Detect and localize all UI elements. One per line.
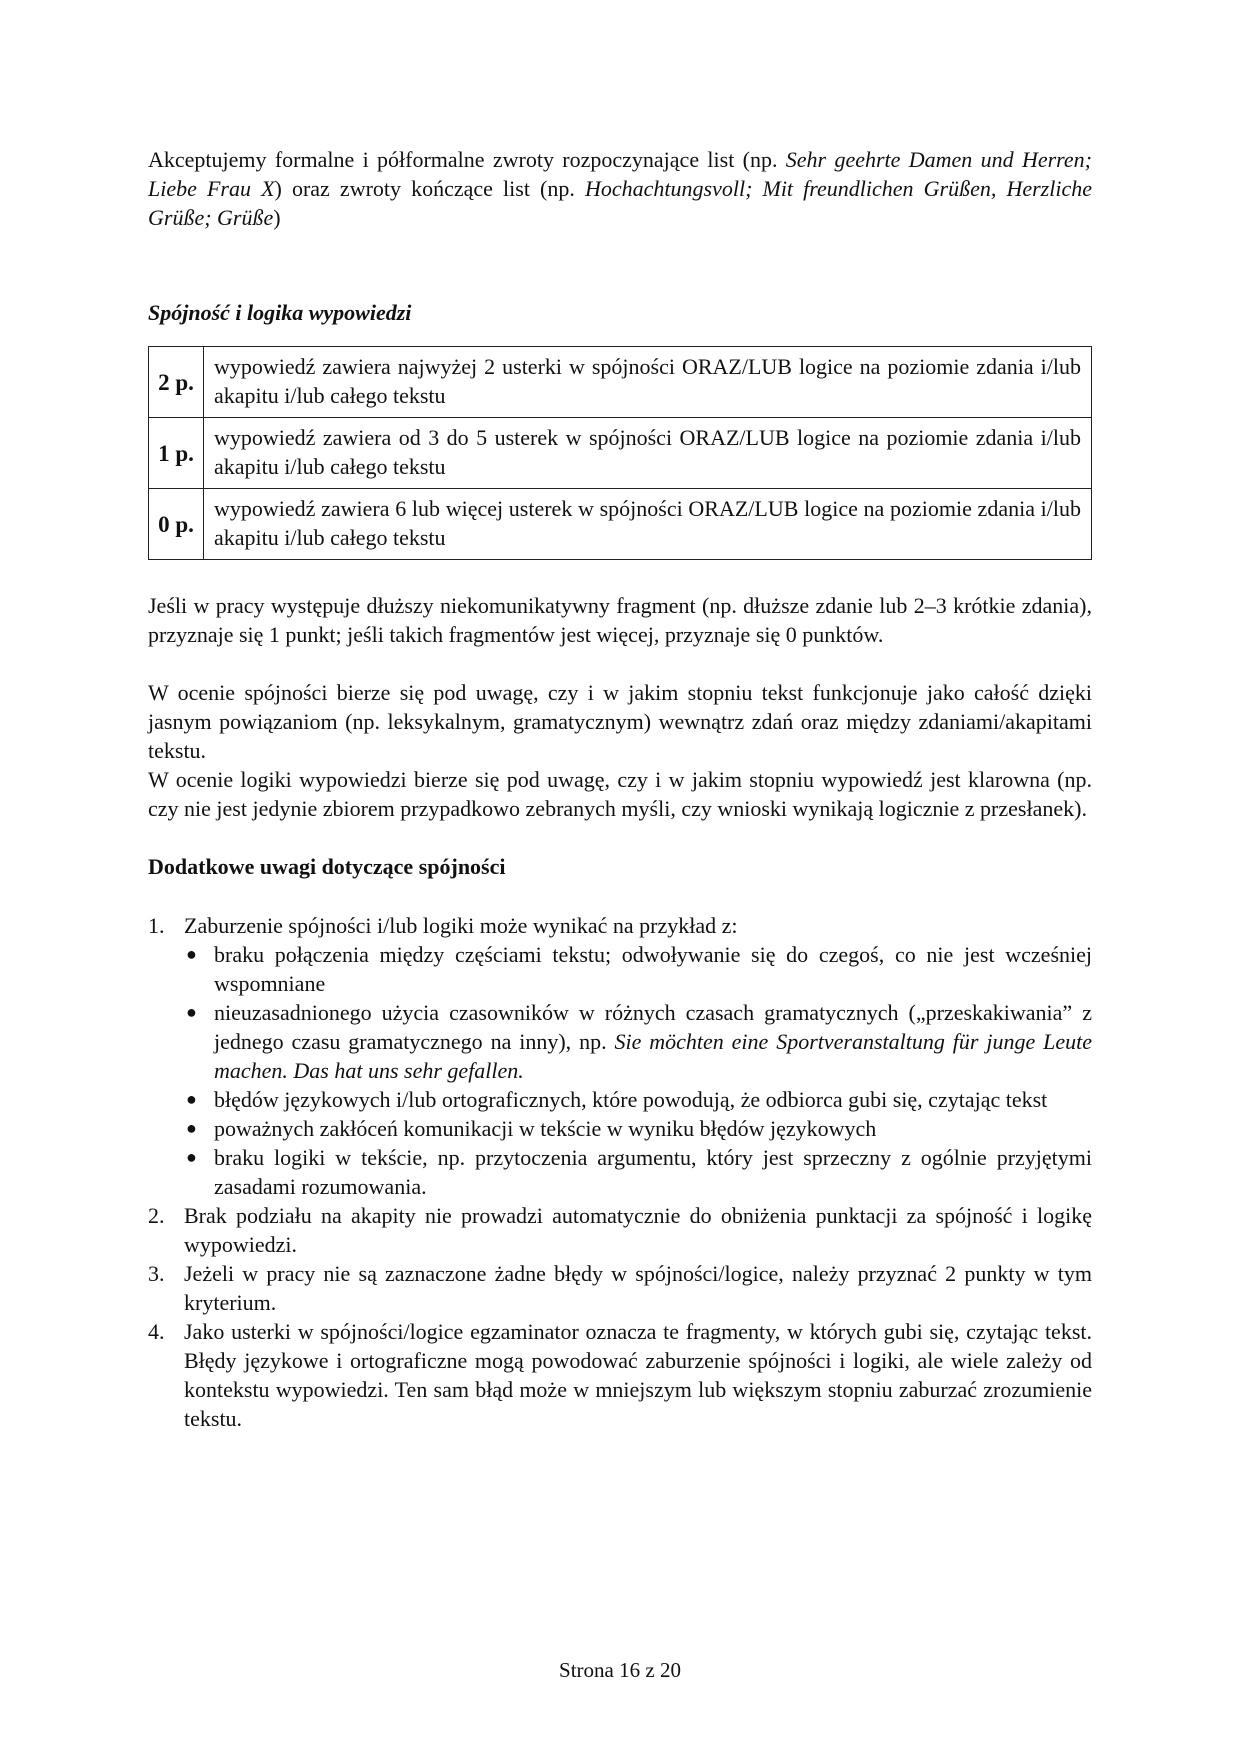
intro-text-3: )	[273, 205, 281, 230]
list-item-text: Zaburzenie spójności i/lub logiki może wynikać na przykład z:	[184, 913, 738, 938]
bullet-item	[184, 1143, 1092, 1201]
notes-title: Dodatkowe uwagi dotyczące spójności	[148, 854, 506, 879]
bullet-item	[184, 940, 1092, 998]
table-row	[149, 347, 1092, 418]
bullet-text: błędów językowych i/lub ortograficznych, które powodują, że odbiorca gubi się, czytając tekst	[214, 1087, 1048, 1112]
list-item	[148, 1317, 1092, 1433]
bullet-text: braku logiki w tekście, np. przytoczenia argumentu, który jest sprzeczny z ogólnie przyjętymi zasadami rozumowania.	[214, 1145, 1092, 1199]
list-item	[148, 1259, 1092, 1317]
list-item	[148, 1201, 1092, 1259]
list-number: 1.	[148, 913, 165, 938]
points-cell: 1 p.	[149, 418, 204, 489]
intro-paragraph	[148, 145, 1092, 232]
bullet-icon: ●	[186, 944, 197, 964]
page-content	[148, 145, 1092, 1433]
list-number: 4.	[148, 1319, 165, 1344]
description-cell: wypowiedź zawiera od 3 do 5 usterek w spójności ORAZ/LUB logice na poziomie zdania i/lub akapitu i/lub całego tekstu	[204, 418, 1092, 489]
list-item-text: Jeżeli w pracy nie są zaznaczone żadne błędy w spójności/logice, należy przyznać 2 punkty w tym kryterium.	[184, 1261, 1092, 1315]
points-cell: 0 p.	[149, 489, 204, 560]
bullet-icon: ●	[186, 1147, 197, 1167]
bullet-list	[184, 940, 1092, 1201]
list-number: 2.	[148, 1203, 165, 1228]
bullet-icon: ●	[186, 1002, 197, 1022]
intro-italic-1: Sehr geehrte Damen und Herren; Liebe Frau X	[148, 147, 1092, 201]
bullet-icon: ●	[186, 1089, 197, 1109]
intro-italic-2: Hochachtungsvoll; Mit freundlichen Grüßen, Herzliche Grüße; Grüße	[148, 176, 1092, 230]
bullet-example-italic: Sie möchten eine Sportveranstaltung für junge Leute machen. Das hat uns sehr gefallen.	[214, 1029, 1092, 1083]
list-number: 3.	[148, 1261, 165, 1286]
description-cell: wypowiedź zawiera 6 lub więcej usterek w spójności ORAZ/LUB logice na poziomie zdania i/lub akapitu i/lub całego tekstu	[204, 489, 1092, 560]
score-table	[148, 346, 1092, 560]
bullet-icon: ●	[186, 1118, 197, 1138]
list-item	[148, 911, 1092, 1201]
paragraph-logic: W ocenie logiki wypowiedzi bierze się pod uwagę, czy i w jakim stopniu wypowiedź jest klarowna (np. czy nie jest jedynie zbiorem przypadkowo zebranych myśli, czy wnioski wynikają logicznie z przesłanek).	[148, 767, 1092, 821]
page-footer: Strona 16 z 20	[559, 1658, 681, 1682]
section-title: Spójność i logika wypowiedzi	[148, 300, 412, 325]
bullet-text: nieuzasadnionego użycia czasowników w różnych czasach gramatycznych („przeskakiwania” z jednego czasu gramatycznego na inny), np.	[214, 1000, 1092, 1054]
table-row	[149, 489, 1092, 560]
list-item-text: Brak podziału na akapity nie prowadzi automatycznie do obniżenia punktacji za spójność i logikę wypowiedzi.	[184, 1203, 1092, 1257]
bullet-text: poważnych zakłóceń komunikacji w tekście w wyniku błędów językowych	[214, 1116, 877, 1141]
paragraph-noncommunicative: Jeśli w pracy występuje dłuższy niekomunikatywny fragment (np. dłuższe zdanie lub 2–3 krótkie zdania), przyznaje się 1 punkt; jeśli takich fragmentów jest więcej, przyznaje się 0 punktów.	[148, 593, 1092, 647]
description-cell: wypowiedź zawiera najwyżej 2 usterki w spójności ORAZ/LUB logice na poziomie zdania i/lub akapitu i/lub całego tekstu	[204, 347, 1092, 418]
list-item-text: Jako usterki w spójności/logice egzaminator oznacza te fragmenty, w których gubi się, czytając tekst. Błędy językowe i ortograficzne mogą powodować zaburzenie spójności i logiki, ale wiele zależy od kontekstu wypowiedzi. Ten sam błąd może w mniejszym lub większym stopniu zaburzać zrozumienie tekstu.	[184, 1319, 1092, 1431]
bullet-item	[184, 1114, 1092, 1143]
bullet-text: braku połączenia między częściami tekstu; odwoływanie się do czegoś, co nie jest wcześniej wspomniane	[214, 942, 1092, 996]
intro-text-1: Akceptujemy formalne i półformalne zwroty rozpoczynające list (np.	[148, 147, 786, 172]
points-cell: 2 p.	[149, 347, 204, 418]
bullet-item	[184, 998, 1092, 1085]
table-row	[149, 418, 1092, 489]
bullet-item	[184, 1085, 1092, 1114]
paragraph-coherence: W ocenie spójności bierze się pod uwagę, czy i w jakim stopniu tekst funkcjonuje jako całość dzięki jasnym powiązaniom (np. leksykalnym, gramatycznym) wewnątrz zdań oraz między zdaniami/akapitami tekstu.	[148, 680, 1092, 763]
intro-text-2: ) oraz zwroty kończące list (np.	[274, 176, 585, 201]
notes-list	[148, 911, 1092, 1433]
